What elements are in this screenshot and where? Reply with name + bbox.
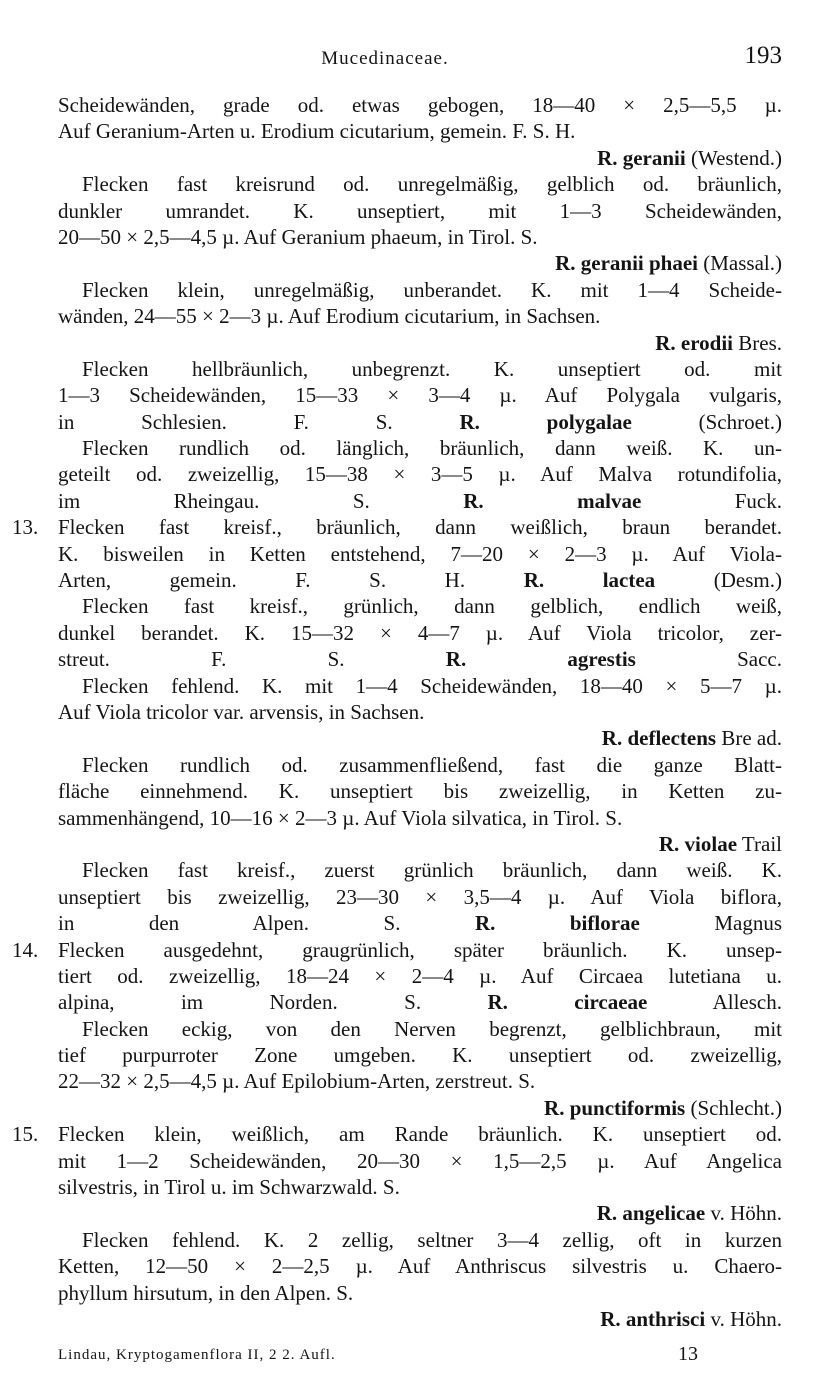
footer-source: Lindau, Kryptogamenflora II, 2 2. Aufl. <box>58 1347 336 1363</box>
species-author: (Schlecht.) <box>685 1095 782 1120</box>
species-label <box>459 410 782 434</box>
line-text: K. bisweilen in Ketten entstehend, 7—20 × 2—3 µ. Auf Viola- <box>58 541 782 566</box>
text-line <box>58 620 782 646</box>
line-text: in den Alpen. S. <box>58 911 401 936</box>
species-name: R. violae <box>658 831 738 856</box>
species-label <box>446 647 782 671</box>
key-number: 15. <box>12 1122 39 1147</box>
text-line <box>58 118 782 144</box>
text-line <box>12 937 782 963</box>
text-line <box>58 805 782 831</box>
species-label <box>475 911 782 935</box>
species-author: Fuck. <box>641 488 782 513</box>
line-text: dunkler umrandet. K. unseptiert, mit 1—3 Scheidewänden, <box>58 198 782 223</box>
text-line <box>58 224 782 250</box>
species-name: R. agrestis <box>445 647 636 672</box>
line-text: geteilt od. zweizellig, 15—38 × 3—5 µ. Auf Malva rotundifolia, <box>58 462 782 487</box>
text-line <box>58 1280 782 1306</box>
text-line <box>58 461 782 487</box>
line-text: alpina, im Norden. S. <box>58 990 422 1015</box>
text-line <box>58 382 782 408</box>
line-text: Flecken fehlend. K. 2 zellig, seltner 3—4 zellig, oft in kurzen <box>82 1227 782 1252</box>
species-name: R. geranii phaei <box>555 251 699 276</box>
line-text: tief purpurroter Zone umgeben. K. unseptiert od. zweizellig, <box>58 1043 782 1068</box>
line-text: Flecken rundlich od. länglich, bräunlich, dann weiß. K. un- <box>82 436 782 461</box>
line-text: Flecken fast kreisf., grünlich, dann gelblich, endlich weiß, <box>82 594 782 619</box>
text-line <box>58 989 782 1015</box>
species-author: Magnus <box>639 911 783 936</box>
text-line <box>58 778 782 804</box>
line-text: Auf Geranium-Arten u. Erodium cicutarium, gemein. F. S. H. <box>58 119 576 144</box>
text-line <box>58 277 782 303</box>
line-text: Auf Viola tricolor var. arvensis, in Sachsen. <box>58 699 425 724</box>
species-name: R. geranii <box>597 145 686 170</box>
species-name: R. deflectens <box>601 726 717 751</box>
species-author: Bre ad. <box>716 726 782 751</box>
species-heading <box>58 330 782 356</box>
line-text: 20—50 × 2,5—4,5 µ. Auf Geranium phaeum, in Tirol. S. <box>58 224 538 249</box>
line-text: Arten, gemein. F. S. H. <box>58 568 466 593</box>
text-line <box>12 1121 782 1147</box>
text-line <box>58 1148 782 1174</box>
line-text: unseptiert bis zweizellig, 23—30 × 3,5—4 µ. Auf Viola biflora, <box>58 884 782 909</box>
text-line <box>58 593 782 619</box>
line-text: wänden, 24—55 × 2—3 µ. Auf Erodium cicutarium, in Sachsen. <box>58 304 601 329</box>
text-line <box>58 752 782 778</box>
line-text: sammenhängend, 10—16 × 2—3 µ. Auf Viola silvatica, in Tirol. S. <box>58 805 623 830</box>
text-line <box>58 435 782 461</box>
species-author: Sacc. <box>635 647 782 672</box>
text-line <box>58 963 782 989</box>
text-line <box>58 1227 782 1253</box>
line-text: mit 1—2 Scheidewänden, 20—30 × 1,5—2,5 µ. Auf Angelica <box>58 1148 782 1173</box>
line-text: Scheidewänden, grade od. etwas gebogen, 18—40 × 2,5—5,5 µ. <box>58 93 782 117</box>
line-text: Flecken klein, unregelmäßig, unberandet. K. mit 1—4 Scheide- <box>82 277 782 302</box>
species-label <box>463 489 782 513</box>
text-line <box>58 171 782 197</box>
line-text: Flecken hellbräunlich, unbegrenzt. K. unseptiert od. mit <box>82 356 782 381</box>
line-text: in Schlesien. F. S. <box>58 409 393 434</box>
species-author: Bres. <box>733 330 782 355</box>
species-heading <box>58 1306 782 1332</box>
text-line <box>58 92 782 118</box>
species-label <box>597 1201 782 1225</box>
line-text: Flecken fast kreisrund od. unregelmäßig, gelblich od. bräunlich, <box>82 172 782 197</box>
species-name: R. malvae <box>463 488 642 513</box>
text-line <box>58 1068 782 1094</box>
species-label <box>597 146 782 170</box>
species-author: v. Höhn. <box>705 1201 782 1226</box>
species-name: R. circaeae <box>487 990 648 1015</box>
species-heading <box>58 250 782 276</box>
text-line <box>58 1016 782 1042</box>
species-heading <box>58 1095 782 1121</box>
text-line <box>12 514 782 540</box>
species-author: (Schroet.) <box>631 409 783 434</box>
species-name: R. lactea <box>523 568 656 593</box>
line-text: phyllum hirsutum, in den Alpen. S. <box>58 1280 354 1305</box>
page-number: 193 <box>744 42 782 69</box>
footer <box>58 1343 698 1365</box>
species-label <box>555 251 782 275</box>
key-number: 14. <box>12 937 39 962</box>
line-text: Flecken klein, weißlich, am Rande bräunlich. K. unseptiert od. <box>58 1122 782 1147</box>
species-name: R. polygalae <box>459 409 632 434</box>
species-heading <box>58 831 782 857</box>
text-line <box>58 488 782 514</box>
line-text: Flecken fehlend. K. mit 1—4 Scheidewänden, 18—40 × 5—7 µ. <box>82 673 782 698</box>
species-name: R. anthrisci <box>600 1306 706 1331</box>
species-label <box>659 832 782 856</box>
line-text: streut. F. S. <box>58 647 345 672</box>
species-name: R. erodii <box>655 330 733 355</box>
species-name: R. angelicae <box>596 1201 706 1226</box>
text-line <box>58 646 782 672</box>
text-line <box>58 409 782 435</box>
species-heading <box>58 1200 782 1226</box>
line-text: 1—3 Scheidewänden, 15—33 × 3—4 µ. Auf Polygala vulgaris, <box>58 383 782 408</box>
text-line <box>58 1174 782 1200</box>
text-line <box>58 198 782 224</box>
text-line <box>58 673 782 699</box>
line-text: Ketten, 12—50 × 2—2,5 µ. Auf Anthriscus silvestris u. Chaero- <box>58 1254 782 1279</box>
line-text: Flecken rundlich od. zusammenfließend, fast die ganze Blatt- <box>82 752 782 777</box>
species-label <box>524 568 782 592</box>
text-line <box>58 699 782 725</box>
page-body <box>12 92 783 1332</box>
line-text: Flecken eckig, von den Nerven begrenzt, gelblichbraun, mit <box>82 1016 782 1041</box>
key-number: 13. <box>12 515 39 540</box>
line-text: silvestris, in Tirol u. im Schwarzwald. S. <box>58 1175 400 1200</box>
line-text: im Rheingau. S. <box>58 488 370 513</box>
species-author: (Massal.) <box>698 251 782 276</box>
line-text: dunkel berandet. K. 15—32 × 4—7 µ. Auf Viola tricolor, zer- <box>58 620 782 645</box>
text-line <box>58 884 782 910</box>
text-line <box>58 567 782 593</box>
text-line <box>58 910 782 936</box>
text-line <box>58 857 782 883</box>
text-line <box>58 1042 782 1068</box>
species-label <box>602 726 782 750</box>
line-text: fläche einnehmend. K. unseptiert bis zweizellig, in Ketten zu- <box>58 779 782 804</box>
line-text: tiert od. zweizellig, 18—24 × 2—4 µ. Auf Circaea lutetiana u. <box>58 963 782 988</box>
text-line <box>58 303 782 329</box>
species-author: (Desm.) <box>655 568 782 593</box>
line-text: Flecken fast kreisf., zuerst grünlich bräunlich, dann weiß. K. <box>82 858 782 883</box>
running-head: Mucedinaceae. <box>321 48 449 69</box>
species-label <box>600 1307 782 1331</box>
species-heading <box>58 725 782 751</box>
line-text: 22—32 × 2,5—4,5 µ. Auf Epilobium-Arten, zerstreut. S. <box>58 1069 536 1094</box>
text-line <box>58 541 782 567</box>
species-label <box>544 1096 782 1120</box>
species-name: R. punctiformis <box>544 1095 686 1120</box>
species-heading <box>58 145 782 171</box>
line-text: Flecken ausgedehnt, graugrünlich, später bräunlich. K. unsep- <box>58 937 782 962</box>
species-author: Allesch. <box>647 990 782 1015</box>
text-line <box>58 1253 782 1279</box>
line-text: Flecken fast kreisf., bräunlich, dann weißlich, braun berandet. <box>58 515 782 540</box>
species-name: R. biflorae <box>474 911 640 936</box>
species-author: (Westend.) <box>685 145 782 170</box>
species-label <box>655 331 782 355</box>
species-label <box>487 990 782 1014</box>
signature-mark: 13 <box>678 1343 698 1365</box>
text-line <box>58 356 782 382</box>
species-author: Trail <box>737 831 782 856</box>
species-author: v. Höhn. <box>705 1306 782 1331</box>
